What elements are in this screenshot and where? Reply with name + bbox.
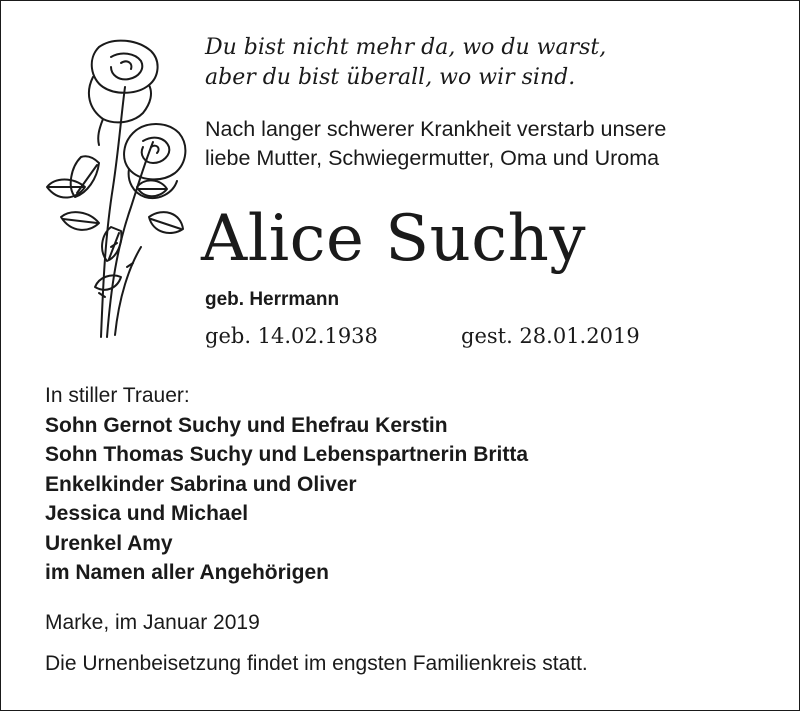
poem-line: Du bist nicht mehr da, wo du warst, [205,35,607,60]
mourner-entry: Urenkel Amy [45,531,173,555]
mourner-entry: im Namen aller Angehörigen [45,561,329,584]
burial-note: Die Urnenbeisetzung findet im engsten Familienkreis statt. [45,652,588,675]
mourner-entry: Sohn Gernot Suchy und Ehefrau Kerstin [45,413,448,437]
maiden-name: geb. Herrmann [205,289,340,310]
mourner-entry: Enkelkinder Sabrina und Oliver [45,472,357,496]
place-date: Marke, im Januar 2019 [45,611,260,634]
intro-line: Nach langer schwerer Krankheit verstarb unsere [205,117,667,141]
rose-icon [41,37,191,347]
mourner-entry: Jessica und Michael [45,502,249,525]
intro-line: liebe Mutter, Schwiegermutter, Oma und Uroma [205,146,660,170]
deceased-name: Alice Suchy [201,202,586,276]
poem-quote [205,33,765,93]
death-date: gest. 28.01.2019 [461,324,640,348]
mourners-list [45,381,765,588]
poem-line: aber du bist überall, wo wir sind. [205,65,576,90]
birth-date: geb. 14.02.1938 [205,324,378,348]
mourner-entry: Sohn Thomas Suchy und Lebenspartnerin Britta [45,443,529,466]
intro-text [205,115,785,173]
mourners-heading: In stiller Trauer: [45,384,190,407]
